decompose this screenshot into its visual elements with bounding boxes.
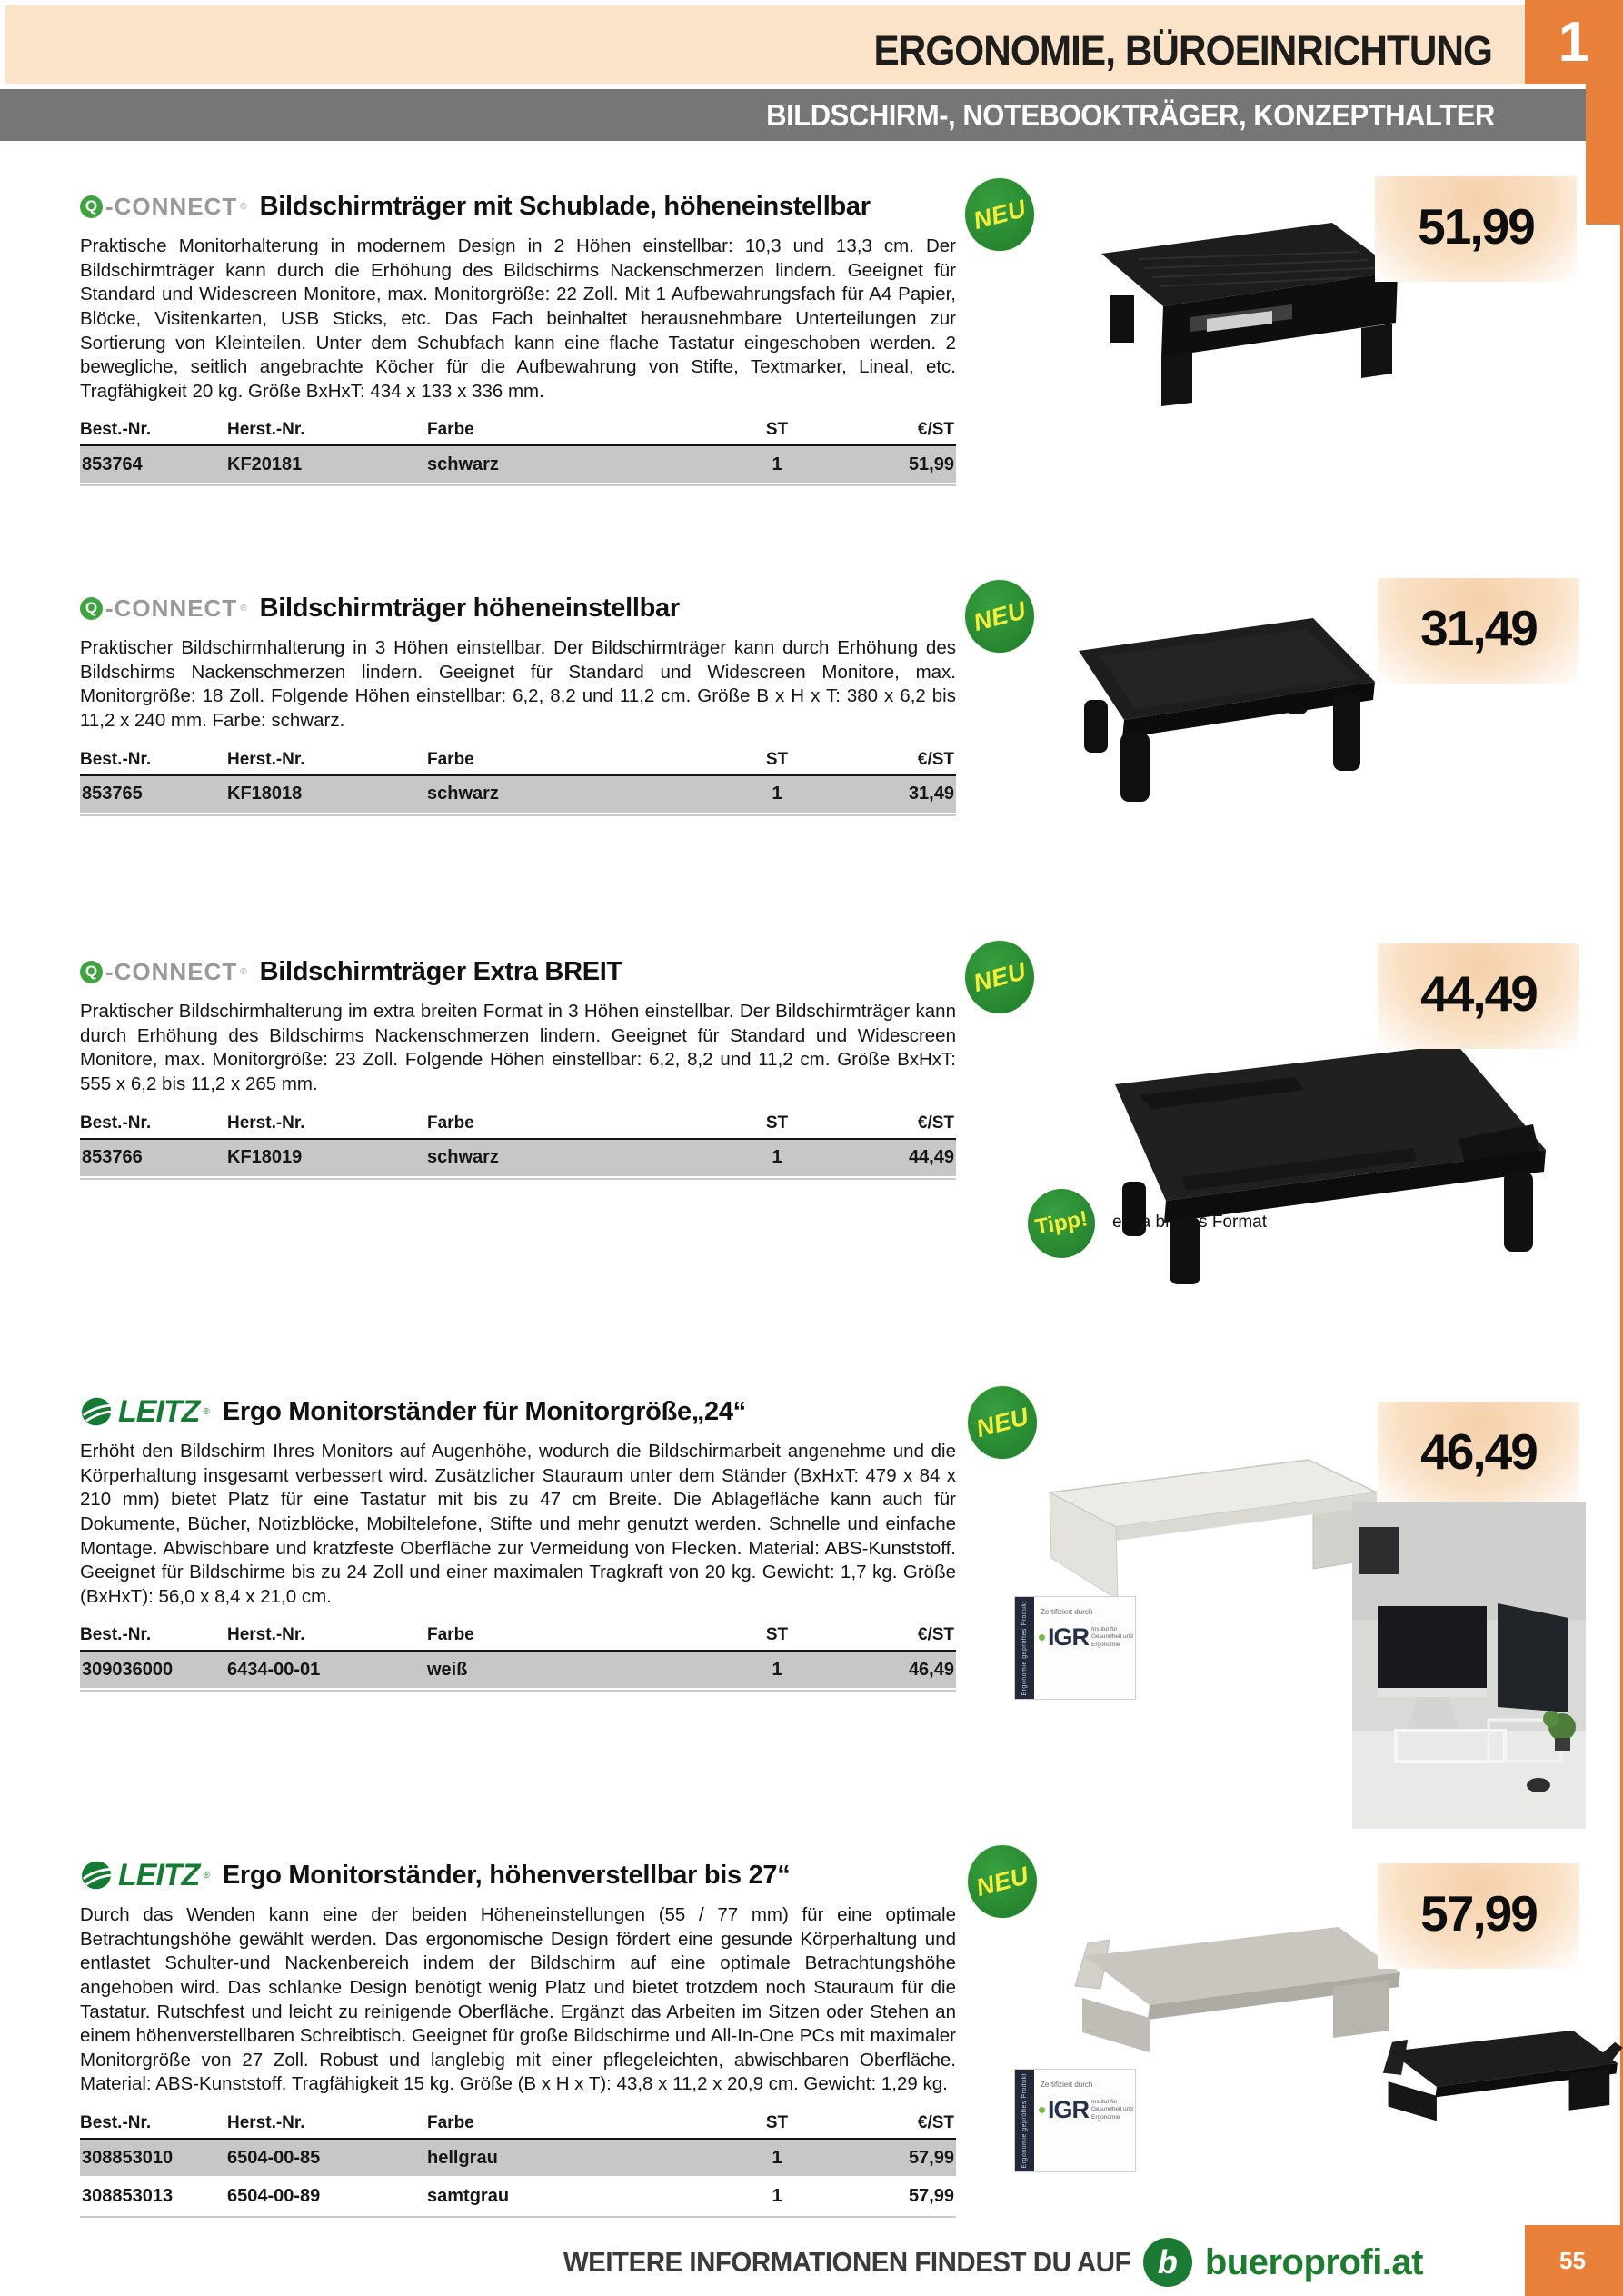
product-section-1	[80, 187, 956, 486]
bueroprofi-logo-icon	[1143, 2238, 1192, 2287]
leitz-logo	[80, 1858, 210, 1893]
product-section-5	[80, 1856, 956, 2218]
neu-badge-label: NEU	[970, 595, 1030, 636]
col-eur-st: €/ST	[917, 2113, 954, 2133]
igr-band-text: Ergonomie geprüftes Produkt	[1021, 2072, 1028, 2169]
product-description: Praktischer Bildschirmhalterung im extra breiten Format in 3 Höhen einstellbar. Der Bildschirmträger kann durch Erhöhung des Bildschirms Nackenschmerzen lindern. Geeignet für Standard und Widescreen Monitore, max. Monitorgröße: 23 Zoll. Folgende Höhen einstellbar: 6,2, 8,2 und 11,2 cm. Größe BxHxT: 555 x 6,2 bis 11,2 x 265 mm.	[80, 1001, 956, 1094]
product-description: Erhöht den Bildschirm Ihres Monitors auf Augenhöhe, wodurch die Bildschirmarbeit angenehme und die Körperhaltung insgesamt verbessert wird. Zusätzlicher Stauraum unter dem Ständer (BxHxT: 479 x 84 x 210 mm) bietet Platz für eine Tastatur mit bis zu 47 cm Breite. Die Ablagefläche kann auch für Dokumente, Bücher, Notizblöcke, Mobiltelefone, Stifte und mehr genutzt werden. Schnelle und einfache Montage. Abwischbare und kratzfeste Oberfläche zur Vermeidung von Flecken. Material: ABS-Kunststoff. Geeignet für Bildschirme bis zu 24 Zoll und einer maximalen Tragkraft von 20 kg. Gewicht: 1,7 kg. Größe (BxHxT): 56,0 x 8,4 x 21,0 cm.	[80, 1441, 956, 1607]
cell-herst-nr: KF20181	[227, 454, 303, 474]
igr-certified-text: Zertifiziert durch	[1040, 1608, 1093, 1616]
cell-herst-nr: 6434-00-01	[227, 1659, 321, 1680]
col-herst-nr: Herst.-Nr.	[227, 2113, 305, 2133]
product-section-2	[80, 589, 956, 816]
footer	[0, 2229, 1423, 2296]
product-image-monitor-stand-black-variant	[1345, 2004, 1623, 2150]
product-image-monitor-stand-wide	[1031, 1004, 1586, 1309]
brand-title-row	[80, 1393, 956, 1431]
footer-text: WEITERE INFORMATIONEN FINDEST DU AUF	[563, 2246, 1130, 2278]
leitz-wordmark: LEITZ	[118, 1393, 200, 1429]
table-row	[80, 1652, 956, 1688]
igr-dot-icon	[1039, 1634, 1045, 1641]
table-header-row	[80, 750, 956, 776]
price-tag	[1375, 176, 1577, 282]
subheader-band	[0, 89, 1586, 141]
product-table	[80, 1113, 956, 1180]
brand-title-row	[80, 187, 956, 225]
product-title: Ergo Monitorständer, höhenverstellbar bis 27“	[222, 1860, 791, 1890]
table-row	[80, 2178, 956, 2214]
leitz-swoosh-icon	[80, 1858, 115, 1892]
cell-st: 1	[772, 2185, 782, 2206]
cell-herst-nr: KF18019	[227, 1147, 303, 1168]
neu-badge-label: NEU	[972, 1861, 1032, 1902]
product-table	[80, 750, 956, 816]
table-header-row	[80, 1625, 956, 1652]
cell-price: 57,99	[908, 2185, 954, 2206]
igr-logo-row	[1039, 2096, 1133, 2124]
tipp-badge	[1028, 1189, 1095, 1258]
product-photo-desk-setup	[1352, 1502, 1586, 1833]
tipp-note: extra breites Format	[1112, 1213, 1267, 1232]
qconnect-q-icon: Q	[80, 597, 103, 620]
cell-farbe: weiß	[427, 1659, 468, 1680]
product-description: Praktische Monitorhalterung in modernem Design in 2 Höhen einstellbar: 10,3 und 13,3 cm. Der Bildschirmträger kann durch die Erhöhung des Bildschirms Nackenschmerzen lindern. Geeignet für Standard und Widescreen Monitore, max. Monitorgröße: 22 Zoll. Mit 1 Aufbewahrungsfach für A4 Papier, Blöcke, Visitenkarten, USB Sticks, etc. Das Fach beinhaltet herausnehmbare Unterteilungen zur Sortierung von Kleinteilen. Unter dem Schubfach kann eine flache Tastatur eingeschoben werden. 2 bewegliche, seitlich angebrachte Köcher für die Aufbewahrung von Stifte, Textmarker, Lineal, etc. Tragfähigkeit 20 kg. Größe BxHxT: 434 x 133 x 336 mm.	[80, 235, 956, 402]
col-best-nr: Best.-Nr.	[80, 749, 152, 769]
cell-best-nr: 853764	[82, 454, 143, 474]
registered-mark: ®	[240, 603, 247, 614]
col-best-nr: Best.-Nr.	[80, 420, 152, 440]
product-title: Bildschirmträger höheneinstellbar	[259, 593, 680, 623]
igr-certified-text: Zertifiziert durch	[1040, 2081, 1093, 2089]
page-number-value: 55	[1559, 2246, 1586, 2274]
qconnect-logo	[80, 594, 247, 623]
cell-farbe: schwarz	[427, 784, 499, 804]
bueroprofi-b: b	[1157, 2243, 1178, 2281]
leitz-swoosh-icon	[80, 1394, 115, 1429]
col-eur-st: €/ST	[917, 1113, 954, 1133]
brand-title-row	[80, 589, 956, 627]
neu-badge	[965, 941, 1034, 1013]
price-value: 31,49	[1420, 600, 1537, 656]
cell-price: 57,99	[908, 2147, 954, 2168]
price-tag	[1378, 578, 1579, 684]
bueroprofi-site: bueroprofi.at	[1204, 2241, 1423, 2282]
col-farbe: Farbe	[427, 420, 474, 440]
igr-certificate	[1014, 2069, 1136, 2172]
cell-st: 1	[772, 1659, 782, 1680]
col-eur-st: €/ST	[917, 420, 954, 440]
product-table	[80, 2113, 956, 2218]
registered-mark: ®	[240, 201, 247, 212]
qconnect-q-icon: Q	[80, 195, 103, 218]
neu-badge-label: NEU	[970, 194, 1030, 235]
product-section-3	[80, 953, 956, 1180]
col-herst-nr: Herst.-Nr.	[227, 1113, 305, 1133]
brand-title-row	[80, 1856, 956, 1894]
col-eur-st: €/ST	[917, 1625, 954, 1645]
cell-herst-nr: 6504-00-85	[227, 2147, 321, 2168]
igr-main	[1034, 2070, 1135, 2171]
chapter-number: 1	[1558, 10, 1590, 74]
product-image-monitor-stand	[1013, 591, 1404, 832]
col-best-nr: Best.-Nr.	[80, 2113, 152, 2133]
table-header-row	[80, 1113, 956, 1140]
col-eur-st: €/ST	[917, 749, 954, 769]
col-best-nr: Best.-Nr.	[80, 1113, 152, 1133]
qconnect-wordmark: -CONNECT	[105, 957, 238, 985]
cell-best-nr: 309036000	[82, 1659, 174, 1680]
cell-st: 1	[772, 454, 782, 474]
cell-best-nr: 853766	[82, 1147, 143, 1168]
table-row	[80, 446, 956, 483]
col-farbe: Farbe	[427, 2113, 474, 2133]
col-st: ST	[765, 1625, 789, 1645]
neu-badge	[965, 178, 1034, 251]
col-st: ST	[765, 2113, 789, 2133]
col-st: ST	[765, 749, 789, 769]
igr-subtitle: Institut für Gesundheit und Ergonomie	[1091, 1625, 1133, 1648]
price-value: 46,49	[1420, 1423, 1537, 1480]
product-title: Bildschirmträger mit Schublade, höheneinstellbar	[259, 191, 871, 221]
igr-name: IGR	[1047, 1623, 1089, 1651]
col-herst-nr: Herst.-Nr.	[227, 749, 305, 769]
igr-band	[1015, 1597, 1034, 1699]
qconnect-logo	[80, 193, 247, 221]
product-description: Praktischer Bildschirmhalterung in 3 Höhen einstellbar. Der Bildschirmträger kann durch Erhöhung des Bildschirms Nackenschmerzen lindern. Geeignet für Standard und Widescreen Monitore, max. Monitorgröße: 18 Zoll. Folgende Höhen einstellbar: 6,2, 8,2 und 11,2 cm. Größe B x H x T: 380 x 6,2 bis 11,2 x 240 mm. Farbe: schwarz.	[80, 637, 956, 731]
cell-best-nr: 308853013	[82, 2185, 174, 2206]
igr-certificate	[1014, 1596, 1136, 1700]
cell-price: 51,99	[908, 454, 954, 474]
registered-mark: ®	[203, 1870, 210, 1881]
qconnect-q-icon: Q	[80, 961, 103, 983]
product-title: Ergo Monitorständer für Monitorgröße„24“	[222, 1396, 746, 1426]
table-header-row	[80, 420, 956, 446]
table-row	[80, 2140, 956, 2176]
registered-mark: ®	[240, 966, 247, 977]
tipp-badge-label: Tipp!	[1032, 1206, 1090, 1240]
header-band	[5, 5, 1525, 84]
cell-st: 1	[772, 784, 782, 804]
edge-accent-block	[1586, 84, 1620, 225]
table-row	[80, 1140, 956, 1176]
cell-farbe: samtgrau	[427, 2185, 510, 2206]
col-herst-nr: Herst.-Nr.	[227, 1625, 305, 1645]
product-table	[80, 1625, 956, 1692]
cell-st: 1	[772, 1147, 782, 1168]
product-section-4	[80, 1393, 956, 1692]
cell-best-nr: 308853010	[82, 2147, 174, 2168]
leitz-logo	[80, 1394, 210, 1430]
col-farbe: Farbe	[427, 1113, 474, 1133]
product-image-monitor-stand-white	[1009, 1436, 1395, 1618]
col-farbe: Farbe	[427, 1625, 474, 1645]
qconnect-logo	[80, 958, 247, 986]
price-tag	[1378, 1402, 1579, 1507]
table-row	[80, 776, 956, 813]
cell-herst-nr: KF18018	[227, 784, 303, 804]
cell-farbe: schwarz	[427, 454, 499, 474]
igr-band	[1015, 2070, 1034, 2171]
qconnect-wordmark: -CONNECT	[105, 594, 238, 622]
cell-price: 46,49	[908, 1659, 954, 1680]
qconnect-wordmark: -CONNECT	[105, 192, 238, 220]
igr-main	[1034, 1597, 1135, 1699]
neu-badge-label: NEU	[972, 1402, 1032, 1442]
igr-logo-row	[1039, 1623, 1133, 1652]
cell-farbe: schwarz	[427, 1147, 499, 1168]
table-header-row	[80, 2113, 956, 2140]
cell-price: 31,49	[908, 784, 954, 804]
igr-subtitle: Institut für Gesundheit und Ergonomie	[1091, 2098, 1133, 2121]
leitz-wordmark: LEITZ	[118, 1857, 200, 1892]
igr-name: IGR	[1047, 2096, 1089, 2123]
cell-st: 1	[772, 2147, 782, 2168]
igr-band-text: Ergonomie geprüftes Produkt	[1021, 1600, 1028, 1696]
cell-price: 44,49	[908, 1147, 954, 1168]
price-tag	[1378, 1863, 1579, 1969]
igr-dot-icon	[1039, 2107, 1045, 2113]
page-number	[1525, 2225, 1620, 2296]
price-value: 51,99	[1418, 198, 1534, 255]
col-farbe: Farbe	[427, 749, 474, 769]
col-st: ST	[765, 1113, 789, 1133]
product-image-monitor-stand-drawer	[1054, 205, 1418, 418]
product-title: Bildschirmträger Extra BREIT	[259, 956, 622, 986]
subheader-title: BILDSCHIRM-, NOTEBOOKTRÄGER, KONZEPTHALTER	[766, 97, 1495, 132]
chapter-tab	[1525, 0, 1623, 84]
price-tag	[1378, 943, 1579, 1049]
neu-badge-label: NEU	[970, 956, 1030, 997]
product-description: Durch das Wenden kann eine der beiden Höheneinstellungen (55 / 77 mm) für eine optimale Betrachtungshöhe gewählt werden. Das ergonomische Design fördert eine gesunde Körperhaltung und entlastet Schulter-und Nackenbereich indem der Bildschirm auf eine optimale Betrachtungshöhe angehoben wird. Das schlanke Design benötigt wenig Platz und bietet trotzdem noch Stauraum für die Tastatur. Rutschfest und leicht zu reinigende Oberfläche. Ergänzt das Arbeiten im Sitzen oder Stehen an einem höhenverstellbaren Schreibtisch. Geeignet für große Bildschirme und All-In-One PCs mit maximaler Monitorgröße von 27 Zoll. Robust und langlebig mit einer pflegeleichten, abwischbaren Oberfläche. Material: ABS-Kunststoff. Tragfähigkeit 15 kg. Größe (B x H x T): 43,8 x 11,2 x 20,9 cm. Gewicht: 1,29 kg.	[80, 1904, 956, 2095]
col-st: ST	[765, 420, 789, 440]
cell-herst-nr: 6504-00-89	[227, 2185, 321, 2206]
price-value: 44,49	[1420, 965, 1537, 1022]
col-herst-nr: Herst.-Nr.	[227, 420, 305, 440]
cell-farbe: hellgrau	[427, 2147, 498, 2168]
col-best-nr: Best.-Nr.	[80, 1625, 152, 1645]
product-table	[80, 420, 956, 486]
price-value: 57,99	[1420, 1885, 1537, 1942]
registered-mark: ®	[203, 1406, 210, 1417]
page-title: ERGONOMIE, BÜROEINRICHTUNG	[873, 27, 1492, 74]
brand-title-row	[80, 953, 956, 991]
cell-best-nr: 853765	[82, 784, 143, 804]
